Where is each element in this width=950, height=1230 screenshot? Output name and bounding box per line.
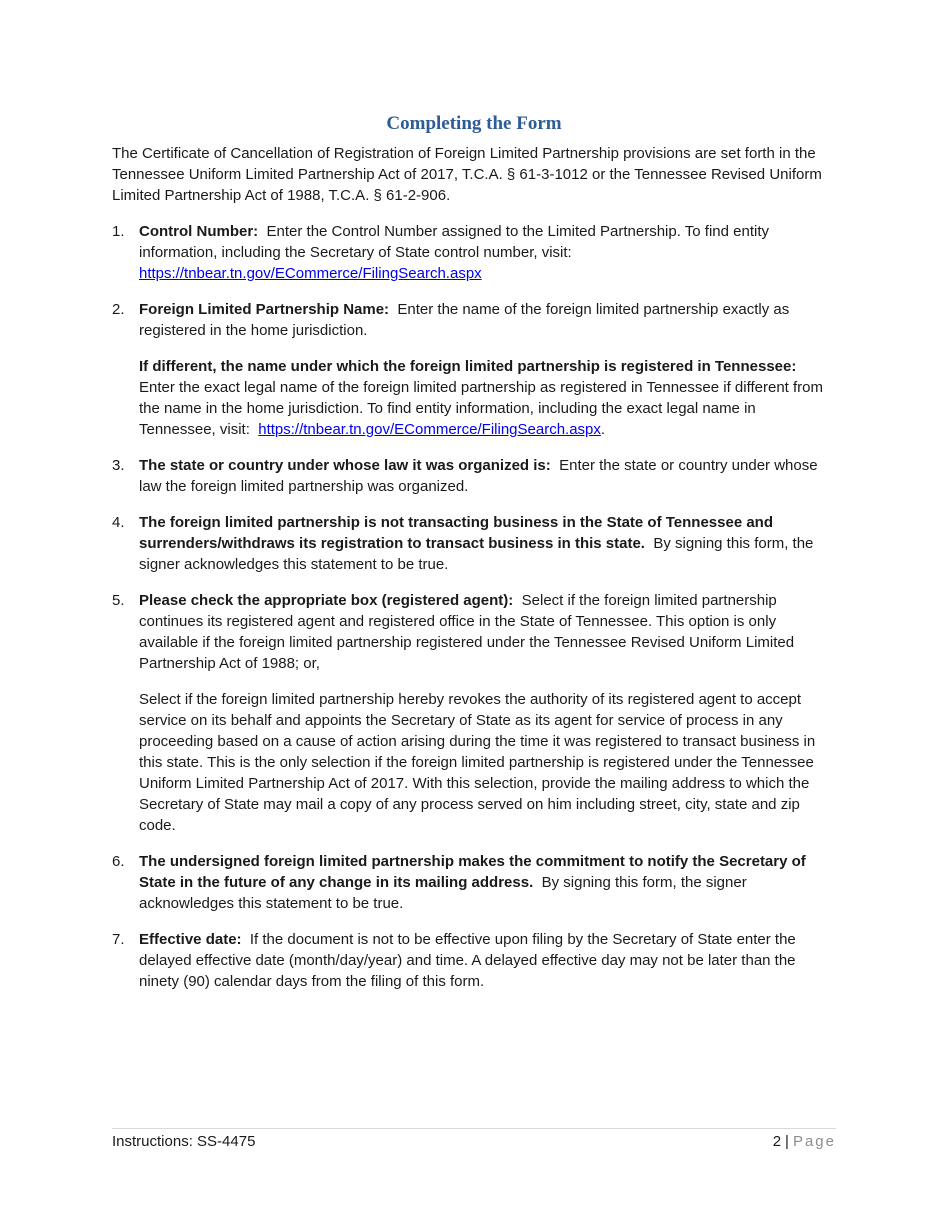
list-item-effective-date	[112, 929, 836, 992]
item-number: 2.	[112, 301, 125, 318]
document-page	[112, 112, 836, 1007]
page-word: Page	[792, 1133, 836, 1150]
footer-form-id: Instructions: SS-4475	[112, 1133, 256, 1150]
intro-paragraph: The Certificate of Cancellation of Registration of Foreign Limited Partnership provisions are set forth in the Tennessee Uniform Limited Partnership Act of 2017, T.C.A. § 61-3-1012 or the Tennessee Revised Uniform Limited Partnership Act of 1988, T.C.A. § 61-2-906.	[112, 145, 822, 204]
item-heading: The undersigned foreign limited partnership makes the commitment to notify the Secretary of State in the future of any change in its mailing address.	[139, 853, 806, 891]
footer-page-indicator	[773, 1131, 836, 1152]
footer-separator: |	[785, 1133, 789, 1150]
item-text: Enter the name of the foreign limited partnership exactly as registered in the home jurisdiction.	[139, 301, 790, 339]
item-text: Enter the state or country under whose law the foreign limited partnership was organized.	[139, 457, 818, 495]
list-item-mailing-address-commitment	[112, 851, 836, 914]
item-heading: The foreign limited partnership is not transacting business in the State of Tennessee and surrenders/withdraws its registration to transact business in this state.	[139, 514, 773, 552]
page-number: 2	[772, 1133, 782, 1150]
item-text: By signing this form, the signer acknowledges this statement to be true.	[139, 874, 747, 912]
list-item-not-transacting	[112, 512, 836, 575]
filing-search-link[interactable]: https://tnbear.tn.gov/ECommerce/FilingSearch.aspx	[258, 421, 601, 438]
item-text: By signing this form, the signer acknowledges this statement to be true.	[139, 535, 814, 573]
item-number: 6.	[112, 853, 125, 870]
page-title: Completing the Form	[386, 113, 562, 134]
item-heading: Please check the appropriate box (registered agent):	[139, 592, 514, 609]
subparagraph-text: Enter the exact legal name of the foreign limited partnership as registered in Tennessee if different from the name in the home jurisdiction. To find entity information, including the exact legal name in Tennessee, visit:	[139, 379, 823, 438]
list-item-registered-agent	[112, 590, 836, 836]
item-text: If the document is not to be effective upon filing by the Secretary of State enter the delayed effective date (month/day/year) and time. A delayed effective day may not be later than the ninety (90) calendar days from the filing of this form.	[139, 931, 796, 990]
item-number: 5.	[112, 592, 125, 609]
item-number: 4.	[112, 514, 125, 531]
list-item-foreign-lp-name	[112, 299, 836, 440]
item-heading: Effective date:	[139, 931, 242, 948]
item-heading: The state or country under whose law it was organized is:	[139, 457, 551, 474]
item-heading: Foreign Limited Partnership Name:	[139, 301, 390, 318]
subparagraph-end: .	[600, 421, 606, 438]
filing-search-link[interactable]: https://tnbear.tn.gov/ECommerce/FilingSearch.aspx	[139, 265, 482, 282]
subparagraph-heading: If different, the name under which the foreign limited partnership is registered in Tennessee:	[139, 358, 797, 375]
page-footer	[112, 1128, 836, 1152]
subparagraph-text: Select if the foreign limited partnership hereby revokes the authority of its registered agent to accept service on its behalf and appoints the Secretary of State as its agent for service of process in any proceeding based on a cause of action arising during the time it was registered to transact business in this state. This is the only selection if the foreign limited partnership is registered under the Tennessee Uniform Limited Partnership Act of 2017. With this selection, provide the mailing address to which the Secretary of State may mail a copy of any process served on him including street, city, state and zip code.	[139, 691, 816, 834]
item-number: 7.	[112, 931, 125, 948]
item-subparagraph	[139, 689, 836, 836]
list-item-control-number	[112, 221, 836, 284]
item-heading: Control Number:	[139, 223, 259, 240]
list-item-organized-law	[112, 455, 836, 497]
item-text: Select if the foreign limited partnership continues its registered agent and registered office in the State of Tennessee. This option is only available if the foreign limited partnership registered under the Tennessee Revised Uniform Limited Partnership Act of 1988; or,	[139, 592, 795, 672]
item-number: 1.	[112, 223, 125, 240]
item-text: Enter the Control Number assigned to the Limited Partnership. To find entity information, including the Secretary of State control number, visit:	[139, 223, 770, 261]
item-subparagraph	[139, 356, 836, 440]
item-number: 3.	[112, 457, 125, 474]
